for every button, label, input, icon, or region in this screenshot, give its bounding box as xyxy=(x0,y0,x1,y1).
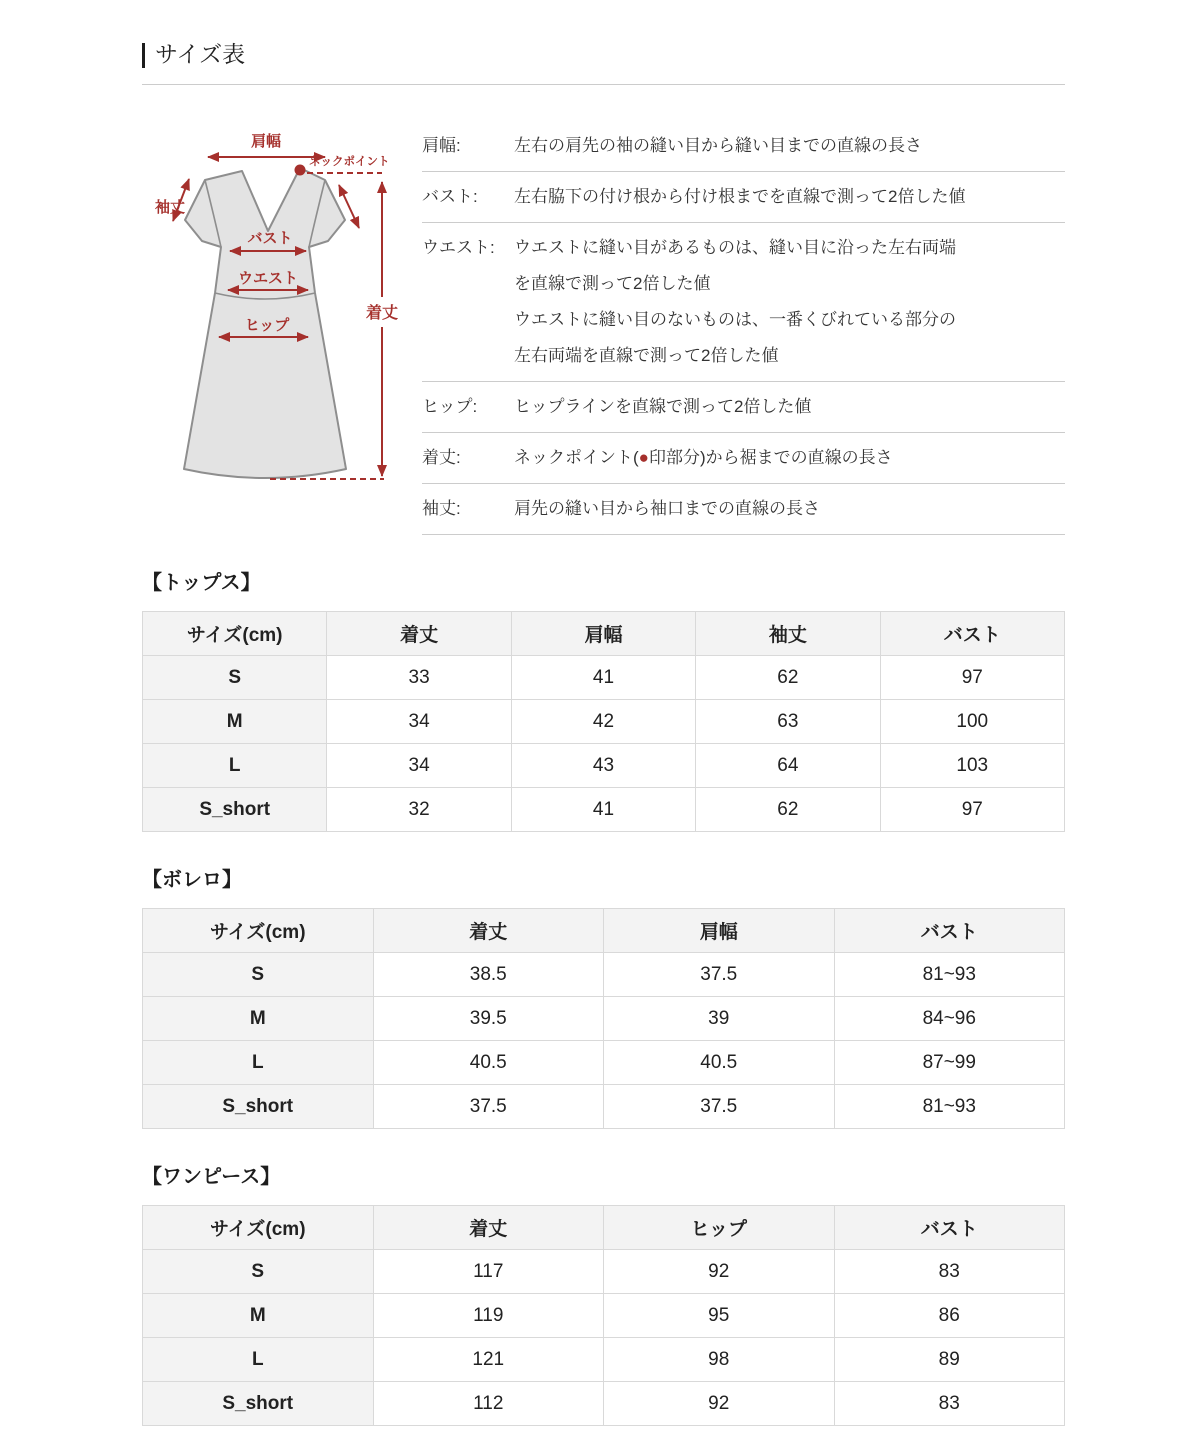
size-table-block xyxy=(142,868,1065,1129)
table-heading: 【ワンピース】 xyxy=(142,1166,281,1189)
measurement-value: 40.5 xyxy=(373,1041,604,1085)
definition-term: バスト: xyxy=(422,187,478,207)
column-header: サイズ(cm) xyxy=(143,612,327,656)
measurement-value: 83 xyxy=(834,1250,1065,1294)
definition-row xyxy=(422,382,1065,433)
measurement-value: 103 xyxy=(880,744,1064,788)
measurement-value: 98 xyxy=(604,1338,835,1382)
table-row xyxy=(143,656,1065,700)
measurement-value: 95 xyxy=(604,1294,835,1338)
column-header: サイズ(cm) xyxy=(143,1206,374,1250)
table-heading: 【トップス】 xyxy=(142,572,261,595)
table-row xyxy=(143,700,1065,744)
definition-line: 左右脇下の付け根から付け根までを直線で測って2倍した値 xyxy=(514,187,966,207)
table-row xyxy=(143,1338,1065,1382)
definition-row xyxy=(422,484,1065,535)
measurement-value: 81~93 xyxy=(834,1085,1065,1129)
table-row xyxy=(143,997,1065,1041)
table-header-row xyxy=(143,909,1065,953)
definition-row xyxy=(422,121,1065,172)
definition-row xyxy=(422,223,1065,382)
measurement-value: 92 xyxy=(604,1250,835,1294)
size-label: S xyxy=(143,1250,374,1294)
table-row xyxy=(143,744,1065,788)
table-header-row xyxy=(143,612,1065,656)
measurement-value: 34 xyxy=(327,700,511,744)
shoulder-width-label: 肩幅 xyxy=(250,133,282,151)
size-label: L xyxy=(143,744,327,788)
table-header-row xyxy=(143,1206,1065,1250)
page-title-text: サイズ表 xyxy=(155,41,246,68)
size-table xyxy=(142,611,1065,832)
column-header: ヒップ xyxy=(604,1206,835,1250)
measurement-value: 37.5 xyxy=(604,1085,835,1129)
measurement-value: 62 xyxy=(696,788,880,832)
size-table-block xyxy=(142,571,1065,832)
measurement-value: 37.5 xyxy=(604,953,835,997)
definition-term: 袖丈: xyxy=(422,499,461,519)
definition-row xyxy=(422,433,1065,484)
bust-label: バスト xyxy=(247,230,293,248)
measurement-value: 42 xyxy=(511,700,695,744)
table-row xyxy=(143,1250,1065,1294)
definition-description xyxy=(514,179,1065,215)
dress-diagram xyxy=(142,121,422,535)
definition-line: ネックポイント(●印部分)から裾までの直線の長さ xyxy=(514,448,893,468)
column-header: 着丈 xyxy=(373,909,604,953)
size-label: S xyxy=(143,953,374,997)
definition-line: 肩先の縫い目から袖口までの直線の長さ xyxy=(514,499,820,519)
dress-diagram-svg xyxy=(142,121,422,511)
column-header: 着丈 xyxy=(327,612,511,656)
definition-line: 左右両端を直線で測って2倍した値 xyxy=(514,346,779,366)
size-label: L xyxy=(143,1041,374,1085)
table-row xyxy=(143,1382,1065,1426)
neck-point-label: ネックポイント xyxy=(309,156,390,169)
size-label: S xyxy=(143,656,327,700)
definition-line: を直線で測って2倍した値 xyxy=(514,274,711,294)
sleeve-length-label: 袖丈 xyxy=(154,199,186,217)
measurement-value: 117 xyxy=(373,1250,604,1294)
size-tables-section xyxy=(142,571,1065,1426)
measurement-value: 37.5 xyxy=(373,1085,604,1129)
definition-description xyxy=(514,440,1065,476)
definition-description xyxy=(514,389,1065,425)
measurement-value: 81~93 xyxy=(834,953,1065,997)
definition-term: 肩幅: xyxy=(422,136,461,156)
definition-list xyxy=(422,121,1065,535)
measurement-value: 83 xyxy=(834,1382,1065,1426)
title-divider xyxy=(142,84,1065,85)
measurement-value: 112 xyxy=(373,1382,604,1426)
size-label: S_short xyxy=(143,788,327,832)
length-label: 着丈 xyxy=(365,305,399,323)
measurement-value: 43 xyxy=(511,744,695,788)
size-label: S_short xyxy=(143,1085,374,1129)
measurement-value: 100 xyxy=(880,700,1064,744)
column-header: サイズ(cm) xyxy=(143,909,374,953)
table-row xyxy=(143,1041,1065,1085)
definition-description xyxy=(514,128,1065,164)
column-header: 肩幅 xyxy=(511,612,695,656)
hip-label: ヒップ xyxy=(244,317,290,335)
size-label: M xyxy=(143,1294,374,1338)
size-label: L xyxy=(143,1338,374,1382)
measurement-value: 33 xyxy=(327,656,511,700)
column-header: バスト xyxy=(880,612,1064,656)
definition-term: ウエスト: xyxy=(422,238,495,258)
table-row xyxy=(143,1085,1065,1129)
definition-description xyxy=(514,491,1065,527)
neck-point-dot-inline: ● xyxy=(638,448,649,468)
title-accent-bar xyxy=(142,43,145,68)
measurement-value: 40.5 xyxy=(604,1041,835,1085)
table-row xyxy=(143,788,1065,832)
measurement-value: 41 xyxy=(511,656,695,700)
measurement-value: 121 xyxy=(373,1338,604,1382)
size-label: M xyxy=(143,700,327,744)
measurement-value: 39 xyxy=(604,997,835,1041)
table-row xyxy=(143,1294,1065,1338)
size-label: M xyxy=(143,997,374,1041)
measurement-value: 89 xyxy=(834,1338,1065,1382)
column-header: バスト xyxy=(834,909,1065,953)
measurement-value: 62 xyxy=(696,656,880,700)
measurement-value: 39.5 xyxy=(373,997,604,1041)
definition-row xyxy=(422,172,1065,223)
definition-line: 左右の肩先の袖の縫い目から縫い目までの直線の長さ xyxy=(514,136,922,156)
measurement-value: 92 xyxy=(604,1382,835,1426)
definition-term: 着丈: xyxy=(422,448,461,468)
size-table xyxy=(142,1205,1065,1426)
measurement-value: 34 xyxy=(327,744,511,788)
measurement-value: 97 xyxy=(880,788,1064,832)
column-header: 肩幅 xyxy=(604,909,835,953)
table-heading: 【ボレロ】 xyxy=(142,869,242,892)
column-header: バスト xyxy=(834,1206,1065,1250)
table-row xyxy=(143,953,1065,997)
waist-label: ウエスト xyxy=(237,270,299,288)
measure-guide-section xyxy=(142,121,1065,535)
measurement-value: 84~96 xyxy=(834,997,1065,1041)
neck-point-dot xyxy=(295,165,306,176)
size-table-block xyxy=(142,1165,1065,1426)
measurement-value: 119 xyxy=(373,1294,604,1338)
measurement-value: 86 xyxy=(834,1294,1065,1338)
size-table xyxy=(142,908,1065,1129)
column-header: 着丈 xyxy=(373,1206,604,1250)
measurement-value: 63 xyxy=(696,700,880,744)
page-title xyxy=(142,41,1065,69)
measurement-value: 64 xyxy=(696,744,880,788)
column-header: 袖丈 xyxy=(696,612,880,656)
measurement-value: 32 xyxy=(327,788,511,832)
measurement-value: 38.5 xyxy=(373,953,604,997)
measurement-value: 97 xyxy=(880,656,1064,700)
measurement-value: 41 xyxy=(511,788,695,832)
definition-line: ウエストに縫い目があるものは、縫い目に沿った左右両端 xyxy=(514,238,956,258)
definition-term: ヒップ: xyxy=(422,397,478,417)
definition-line: ヒップラインを直線で測って2倍した値 xyxy=(514,397,812,417)
definition-description xyxy=(514,230,1065,374)
definition-line: ウエストに縫い目のないものは、一番くびれている部分の xyxy=(514,310,956,330)
measurement-value: 87~99 xyxy=(834,1041,1065,1085)
size-label: S_short xyxy=(143,1382,374,1426)
